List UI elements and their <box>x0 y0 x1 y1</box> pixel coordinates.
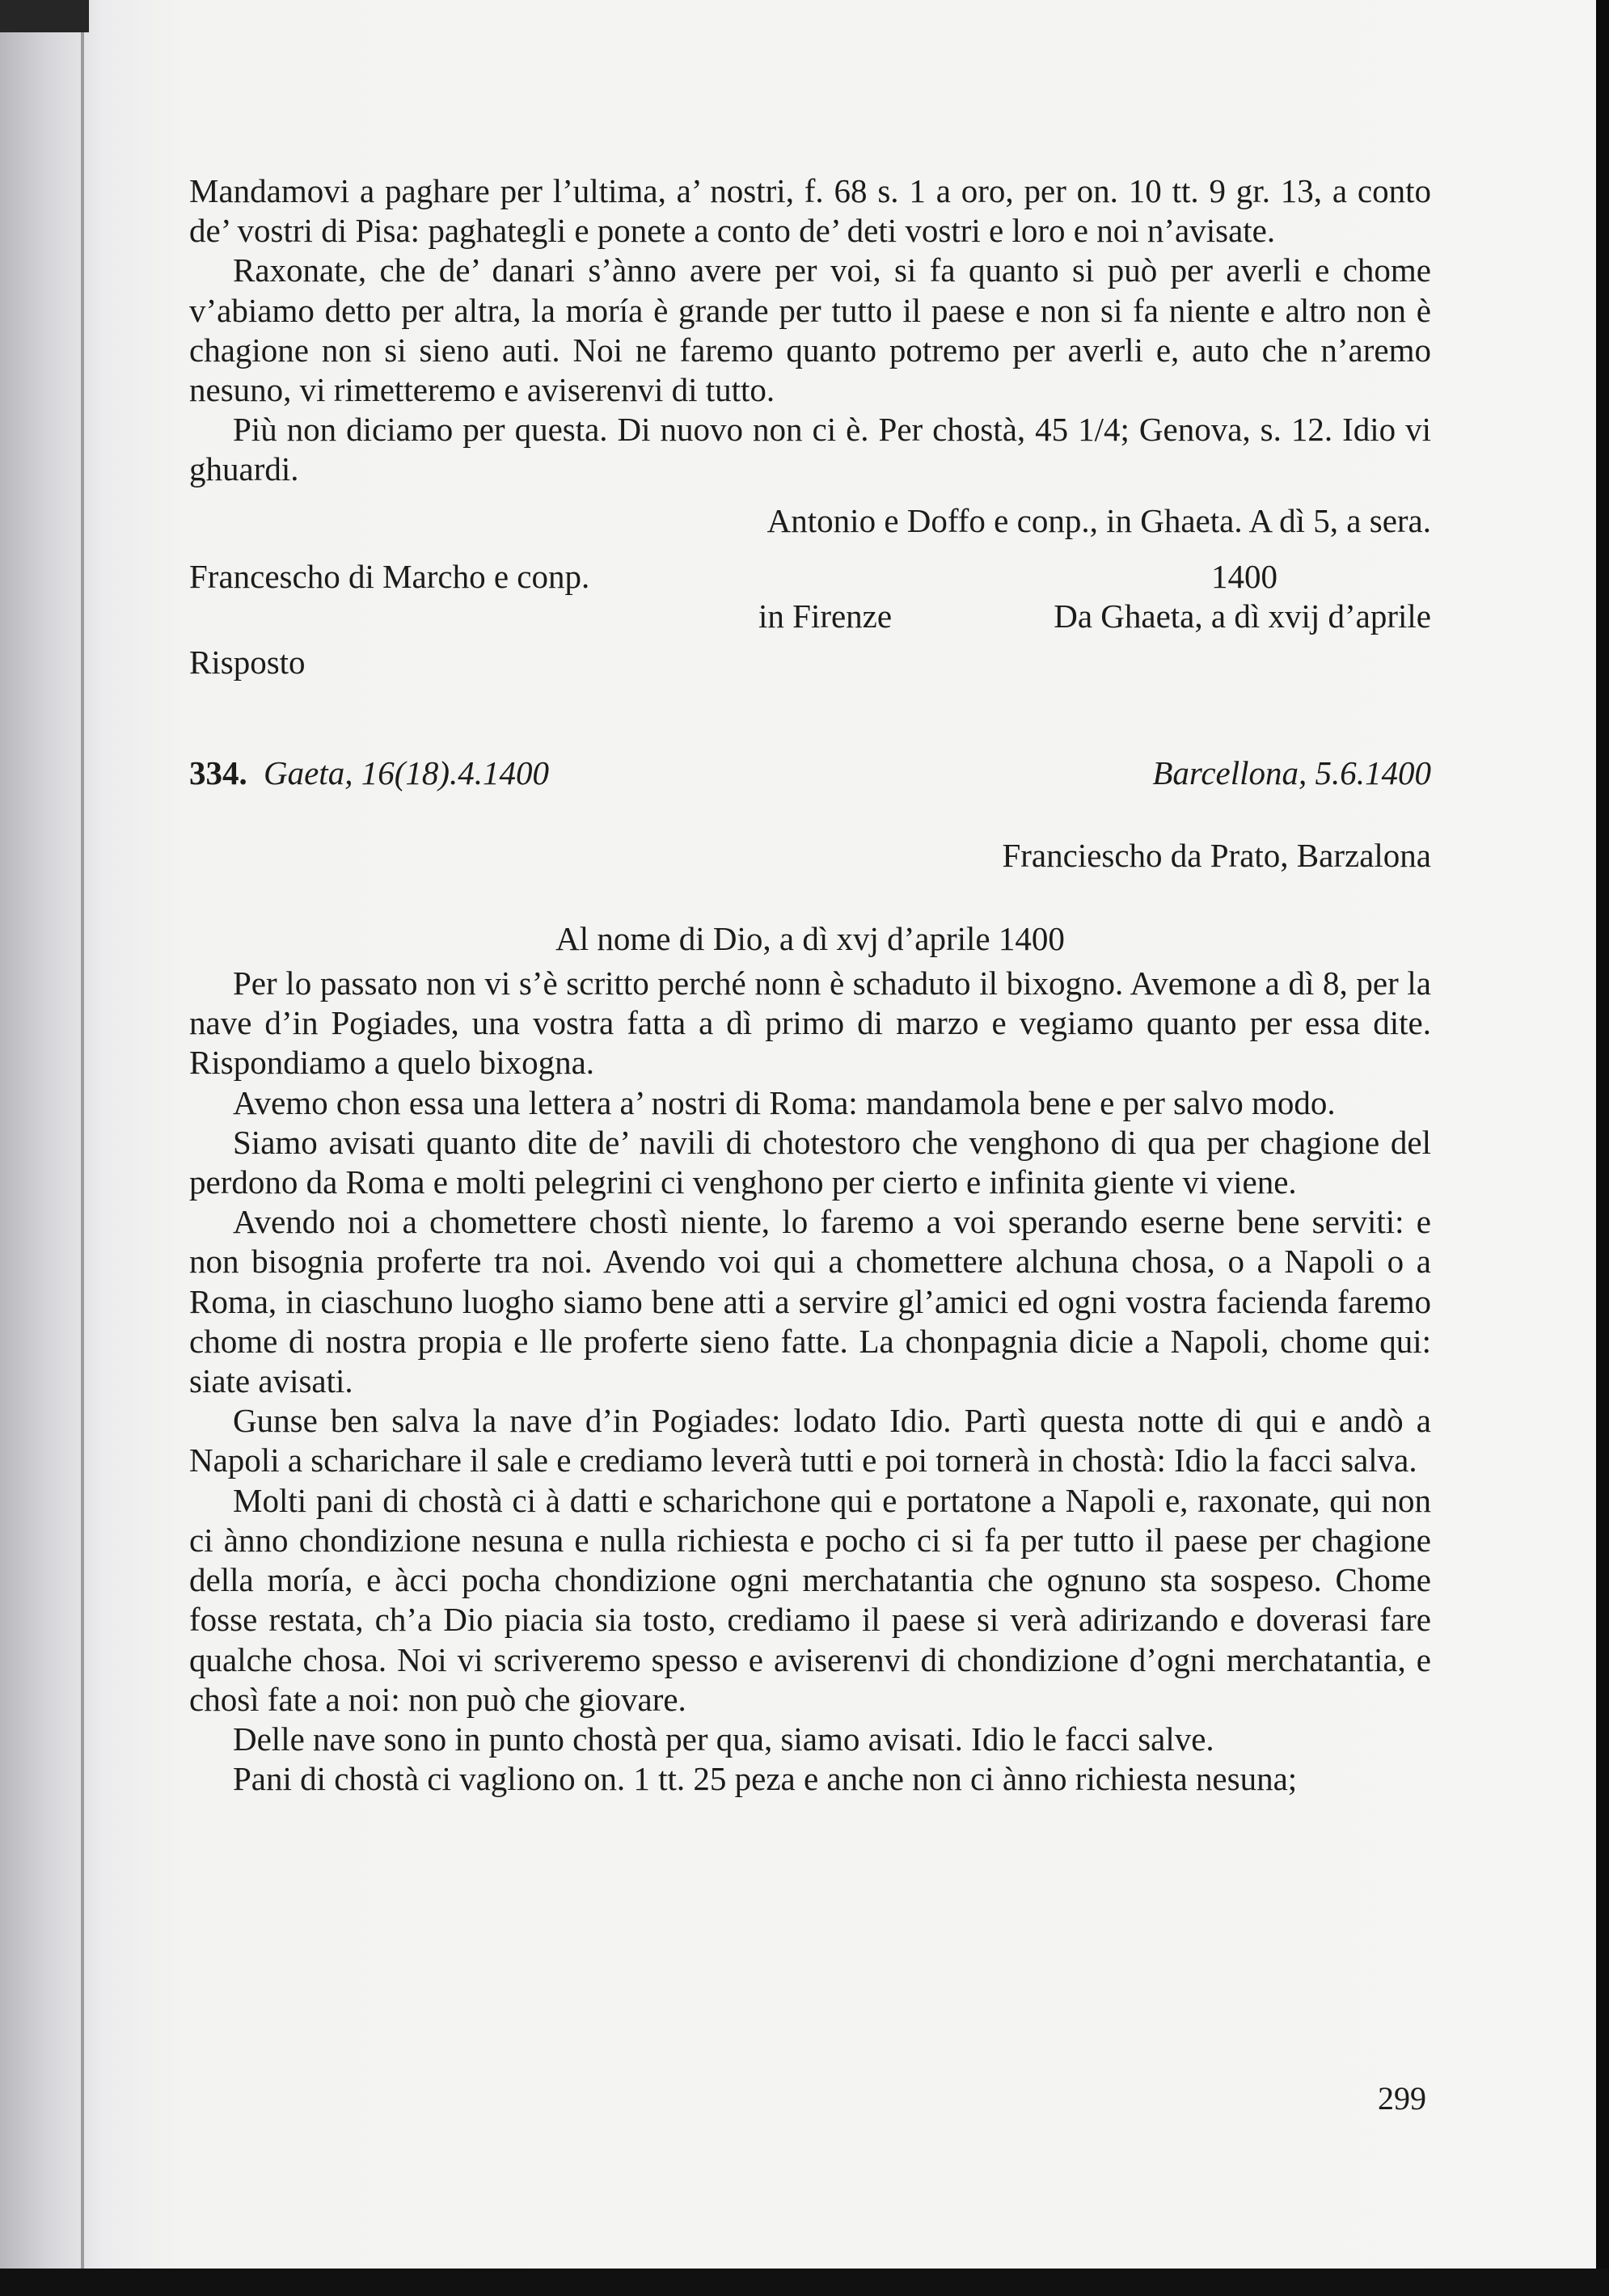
paragraph: Molti pani di chostà ci à datti e scharichone qui e portatone a Napoli e, raxonate, qui non ci ànno chondizione nesuna e nulla richiesta e pocho ci si fa per tutto il paese per chagione della moría, e àcci pocha chondizione ogni merchatantia che ognuno sta sospeso. Chome fosse restata, ch’a Dio piacia sia tosto, crediamo il paese si verà adirizando e doverasi fare qualche chosa. Noi vi scriveremo spesso e aviserenvi di chondizione d’ogni merchatantia, e chosì fate a noi: non può che giovare. <box>189 1481 1431 1718</box>
paragraph: Avemo chon essa una lettera a’ nostri di Roma: mandamola bene e per salvo modo. <box>233 1083 1336 1121</box>
address-recipient: Francescho di Marcho e conp. <box>189 557 590 595</box>
scan-border-bottom <box>0 2269 1609 2296</box>
paragraph: Gunse ben salva la nave d’in Pogiades: lodato Idio. Partì questa notte di qui e andò a Napoli a scharichare il sale e crediamo leverà tutti e poi tornerà in chostà: Idio la facci salva. <box>189 1402 1431 1479</box>
address-year: 1400 <box>1211 557 1277 595</box>
letter-number: 334. <box>189 754 247 792</box>
page-gutter-edge <box>81 32 84 2296</box>
address-line-2 <box>189 597 1431 636</box>
paragraph: Pani di chostà ci vagliono on. 1 tt. 25 peza e anche non ci ànno richiesta nesuna; <box>233 1760 1298 1798</box>
letter-header <box>189 753 1431 793</box>
page-text <box>189 171 1431 1799</box>
scan-border <box>1596 0 1609 2296</box>
letter-origin-date: Gaeta, 16(18).4.1400 <box>264 754 550 792</box>
paragraph: Per lo passato non vi s’è scritto perché nonn è schaduto il bixogno. Avemone a dì 8, per la nave d’in Pogiades, una vostra fatta a dì primo di marzo e vegiamo quanto per essa dite. Rispondiamo a quelo bixogna. <box>189 964 1431 1082</box>
paragraph: Delle nave sono in punto chostà per qua, siamo avisati. Idio le facci salve. <box>233 1720 1214 1758</box>
letter-signature: Antonio e Doffo e conp., in Ghaeta. A dì 5, a sera. <box>766 501 1431 539</box>
paragraph: Siamo avisati quanto dite de’ navili di chotestoro che venghono di qua per chagione del perdono da Roma e molti pelegrini ci venghono per cierto e infinita giente vi viene. <box>189 1123 1431 1201</box>
letter-destination-date: Barcellona, 5.6.1400 <box>1152 754 1431 792</box>
letter-recipient: Franciescho da Prato, Barzalona <box>1002 836 1431 874</box>
letter-heading: Al nome di Dio, a dì xvj d’aprile 1400 <box>555 919 1065 957</box>
paragraph: Mandamovi a paghare per l’ultima, a’ nostri, f. 68 s. 1 a oro, per on. 10 tt. 9 gr. 13, a conto de’ vostri di Pisa: paghategli e ponete a conto de’ deti vostri e loro e noi n’avisate. <box>189 172 1431 250</box>
paragraph: Raxonate, che de’ danari s’ànno avere per voi, si fa quanto si può per averli e chome v’abiamo detto per altra, la moría è grande per tutto il paese e non si fa niente e altro non è chagione non si sieno auti. Noi ne faremo quanto potremo per averli e, auto che n’aremo nesuno, vi rimetteremo e aviserenvi di tutto. <box>189 251 1431 409</box>
paragraph: Più non diciamo per questa. Di nuovo non ci è. Per chostà, 45 1/4; Genova, s. 12. Idio vi ghuardi. <box>189 411 1431 488</box>
page-number: 299 <box>1378 2080 1426 2117</box>
address-origin: Da Ghaeta, a dì xvij d’aprile <box>1054 597 1431 635</box>
paragraph: Avendo noi a chomettere chostì niente, lo faremo a voi sperando eserne bene serviti: e non bisognia proferte tra noi. Avendo voi qui a chomettere alchuna chosa, o a Napoli o a Roma, in ciaschuno luogho siamo bene atti a servire gl’amici ed ogni vostra facienda faremo chome di nostra propia e lle proferte sieno fatte. La chonpagnia dicie a Napoli, chome qui: siate avisati. <box>189 1203 1431 1400</box>
address-line-1 <box>189 557 1431 597</box>
page-gutter-shadow <box>0 0 89 32</box>
address-city: in Firenze <box>758 597 893 635</box>
reply-note: Risposto <box>189 644 306 682</box>
